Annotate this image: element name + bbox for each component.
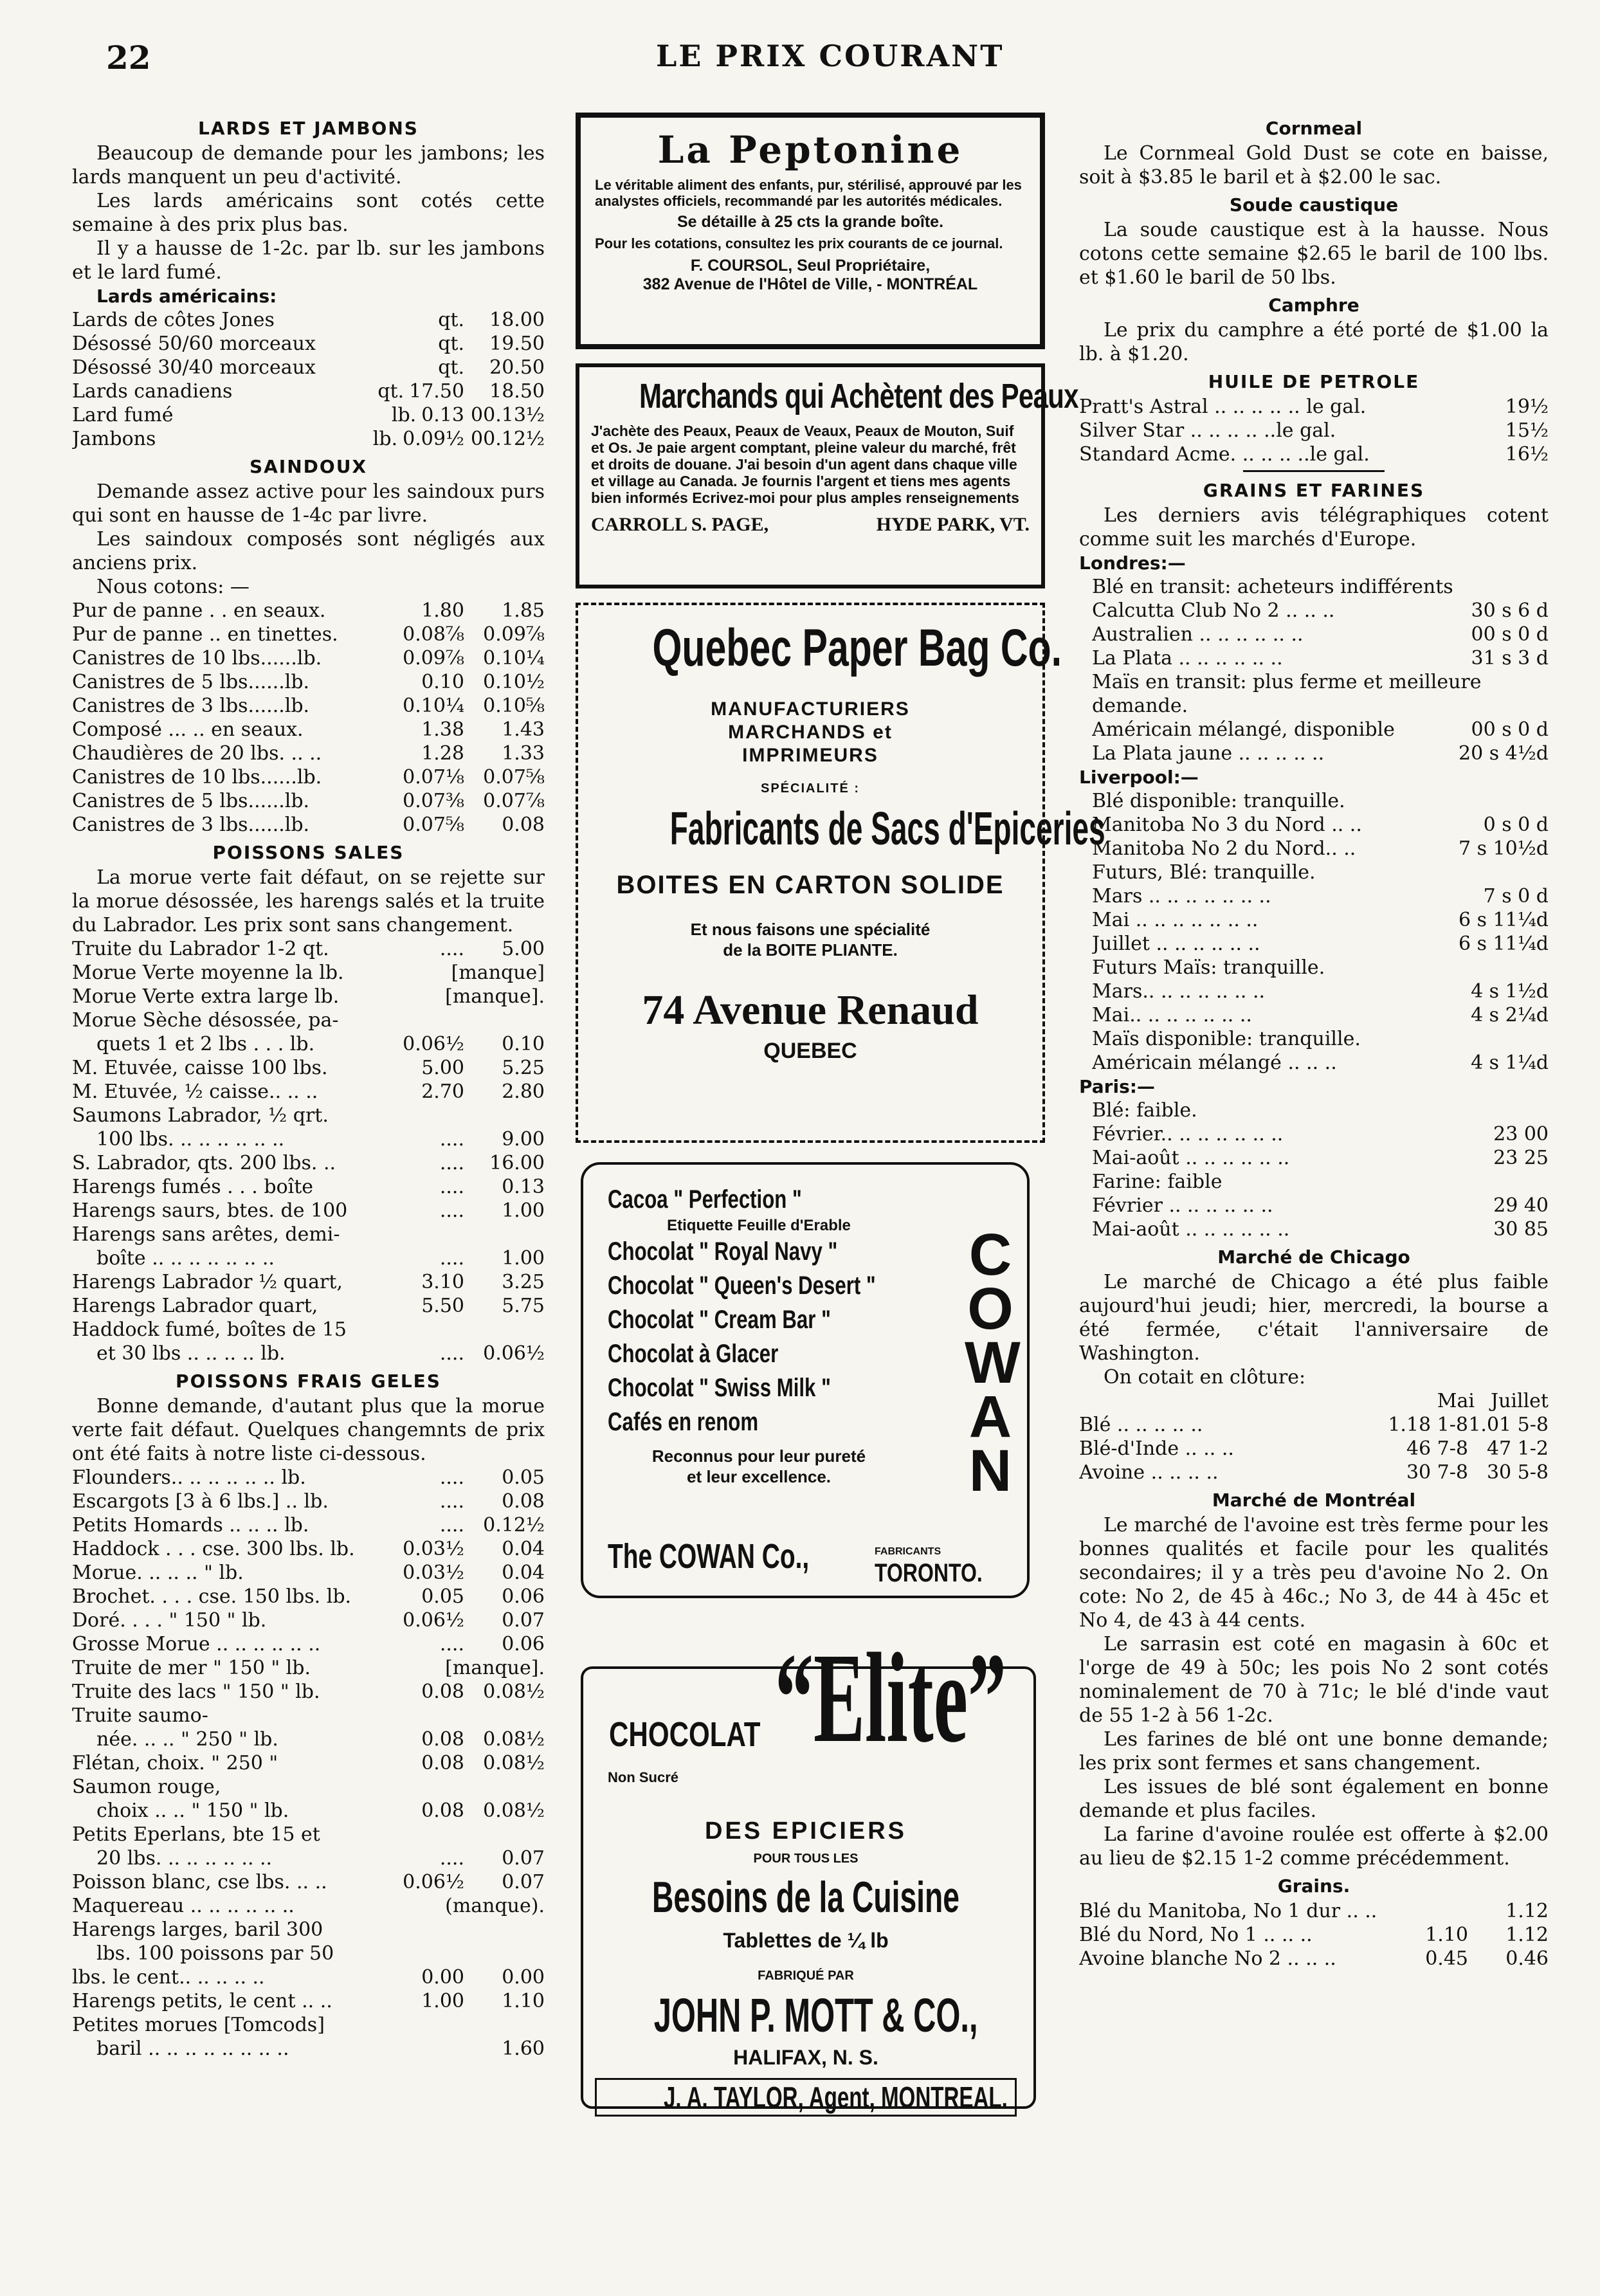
lards-price-table bbox=[72, 308, 545, 451]
price-row: Truite des lacs " 150 " lb. 0.08 0.08½ bbox=[72, 1681, 545, 1703]
peptonine-proprietor: F. COURSOL, Seul Propriétaire, bbox=[690, 257, 931, 275]
price-row: Petits Eperlans, bte 15 et 20 lbs. .. .. .. .. .. .. .... 0.07 bbox=[72, 1823, 545, 1870]
grains-note: Farine: faible bbox=[1092, 1171, 1223, 1193]
chicago-paragraph: Le marché de Chicago a été plus faible aujourd'hui jeudi; hier, mercredi, la bourse a été fermée, c'était l'anniversaire de Washington. bbox=[1079, 1271, 1549, 1365]
saindoux-paragraph: Les saindoux composés sont négligés aux anciens prix. bbox=[72, 528, 545, 574]
montreal-paragraph: Le marché de l'avoine est très ferme pour les bonnes qualités et facile pour les qualités secondaires; il y a très peu d'avoine No 2. On cote: No 2, de 45 à 46c.; No 3, de 44 à 45c et No 4, de 43 à 44 cents. bbox=[1079, 1514, 1549, 1632]
price-row: Truite de mer " 150 " lb. [manque]. bbox=[72, 1657, 545, 1679]
liverpool-subheading: Liverpool:— bbox=[1079, 767, 1199, 788]
petrole-heading: HUILE DE PETROLE bbox=[1208, 371, 1420, 392]
grains-heading: GRAINS ET FARINES bbox=[1203, 480, 1425, 501]
poissons-frais-paragraph: Bonne demande, d'autant plus que la morue verte fait défaut. Quelques changemnts de prix ont été faits à notre liste ci-dessous. bbox=[72, 1395, 545, 1465]
price-row: Mai-août .. .. .. .. .. .. 30 85 bbox=[1092, 1218, 1549, 1241]
cowan-product: Chocolat " Swiss Milk " bbox=[608, 1374, 831, 1402]
price-row: Saumon rouge, choix .. .. " 150 " lb. 0.08 0.08½ bbox=[72, 1776, 545, 1822]
price-row: La Plata jaune .. .. .. .. .. 20 s 4½d bbox=[1092, 742, 1549, 765]
paris-subheading: Paris:— bbox=[1079, 1076, 1155, 1097]
journal-title: LE PRIX COURANT bbox=[656, 39, 1005, 73]
price-row: Jambons lb. 0.09½ 00.12½ bbox=[72, 428, 545, 450]
poissons-sales-heading: POISSONS SALES bbox=[212, 842, 405, 863]
price-row: Haddock fumé, boîtes de 15 et 30 lbs .. .. .. .. lb. .... 0.06½ bbox=[72, 1318, 545, 1365]
saindoux-price-table bbox=[72, 599, 545, 837]
page-number: 22 bbox=[106, 39, 151, 77]
price-row: Américain mélangé, disponible 00 s 0 d bbox=[1092, 718, 1549, 741]
grains-note: Maïs disponible: tranquille. bbox=[1092, 1028, 1361, 1050]
price-row: Harengs petits, le cent .. .. 1.00 1.10 bbox=[72, 1990, 545, 2012]
grains-paragraph: Les derniers avis télégraphiques cotent comme suit les marchés d'Europe. bbox=[1079, 504, 1549, 551]
peaux-name: CARROLL S. PAGE, bbox=[591, 514, 769, 535]
elite-chocolat: CHOCOLAT bbox=[609, 1715, 761, 1754]
chicago-column-headers: Mai Juillet bbox=[1437, 1390, 1549, 1412]
peaux-title: Marchands qui Achètent des Peaux bbox=[639, 377, 1078, 415]
price-row: Désossé 30/40 morceaux qt. 20.50 bbox=[72, 356, 545, 379]
price-row: Truite du Labrador 1-2 qt. .... 5.00 bbox=[72, 938, 545, 960]
poissons-frais-heading: POISSONS FRAIS GELES bbox=[176, 1371, 441, 1392]
price-row: Morue. .. .. .. " lb. 0.03½ 0.04 bbox=[72, 1562, 545, 1584]
soude-paragraph: La soude caustique est à la hausse. Nous cotons cette semaine $2.65 le baril de 100 lbs. et $1.60 le baril de 50 lbs. bbox=[1079, 219, 1549, 289]
price-row: Flounders.. .. .. .. .. .. lb. .... 0.05 bbox=[72, 1466, 545, 1489]
lards-paragraph: Les lards américains sont cotés cette semaine à des prix plus bas. bbox=[72, 190, 545, 236]
peaux-signature bbox=[591, 514, 1030, 536]
grains-note: Futurs Maïs: tranquille. bbox=[1092, 956, 1325, 979]
cowan-recommend: Reconnus pour leur pureté et leur excellence. bbox=[651, 1446, 866, 1486]
price-row: Harengs sans arêtes, demi- boîte .. .. .. .. .. .. .. .... 1.00 bbox=[72, 1223, 545, 1270]
elite-agent: J. A. TAYLOR, Agent, MONTREAL. bbox=[595, 2078, 1017, 2117]
price-row: Mars .. .. .. .. .. .. .. 7 s 0 d bbox=[1092, 885, 1549, 907]
cornmeal-heading: Cornmeal bbox=[1265, 118, 1363, 139]
peaux-ad bbox=[576, 363, 1078, 588]
grains-note: Blé en transit: acheteurs indifférents bbox=[1092, 576, 1453, 598]
cowan-products bbox=[608, 1183, 910, 1487]
elite-fabrique: FABRIQUÉ PAR bbox=[758, 1969, 854, 1983]
cornmeal-paragraph: Le Cornmeal Gold Dust se cote en baisse, soit à $3.85 le baril et à $2.00 le sac. bbox=[1079, 142, 1549, 188]
price-row: Pur de panne .. en tinettes. 0.08⅞ 0.09⅞ bbox=[72, 623, 545, 646]
paper-boites: BOITES EN CARTON SOLIDE bbox=[616, 871, 1005, 899]
price-row: Lards de côtes Jones qt. 18.00 bbox=[72, 309, 545, 331]
price-row: Morue Verte moyenne la lb. [manque] bbox=[72, 961, 545, 984]
saindoux-paragraph: Demande assez active pour les saindoux purs qui sont en hausse de 1-4c par livre. bbox=[72, 480, 545, 527]
peptonine-text: Le véritable aliment des enfants, pur, stérilisé, approuvé par les analystes officiels, recommandé par les autorités médicales. bbox=[595, 177, 1022, 209]
cowan-vertical-logo bbox=[965, 1222, 1021, 1504]
peptonine-title: La Peptonine bbox=[657, 128, 963, 172]
cowan-product: Chocolat " Queen's Desert " bbox=[608, 1271, 876, 1300]
elite-tablettes: Tablettes de ¼ lb bbox=[723, 1929, 889, 1952]
petrole-table bbox=[1079, 395, 1549, 466]
paper-small-text: Et nous faisons une spécialité de la BOITE PLIANTE. bbox=[690, 920, 931, 960]
price-row: Maquereau .. .. .. .. .. .. (manque). bbox=[72, 1895, 545, 1917]
price-row: Mai-août .. .. .. .. .. .. 23 25 bbox=[1092, 1147, 1549, 1169]
paper-city: QUEBEC bbox=[763, 1039, 857, 1063]
price-row: Blé du Nord, No 1 .. .. .. 1.10 1.12 bbox=[1079, 1924, 1549, 1946]
peaux-text: J'achète des Peaux, Peaux de Veaux, Peaux de Mouton, Suif et Os. Je paie argent comptant, pleine valeur du marché, frêt et droits de douane. J'ai besoin d'un agent dans chaque ville et village au Canada. Je fournis l'argent et tiens mes agents bien informés Ecrivez-moi pour plus amples renseignements bbox=[591, 423, 1019, 506]
price-row: Février .. .. .. .. .. .. 29 40 bbox=[1092, 1194, 1549, 1217]
section-divider bbox=[1243, 470, 1385, 472]
montreal-paragraph: Le sarrasin est coté en magasin à 60c et l'orge de 49 à 50c; les pois No 2 sont cotés nominalement de 70 à 71c; le blé d'inde vaut de 55 1-2 à 56 1-2c. bbox=[1079, 1633, 1549, 1727]
price-row: Haddock . . . cse. 300 lbs. lb. 0.03½ 0.04 bbox=[72, 1538, 545, 1560]
price-row: Canistres de 3 lbs......lb. 0.07⅝ 0.08 bbox=[72, 814, 545, 836]
price-row: Mai.. .. .. .. .. .. .. 4 s 2¼d bbox=[1092, 1004, 1549, 1026]
paper-address: 74 Avenue Renaud bbox=[642, 987, 979, 1034]
cowan-product: Chocolat " Cream Bar " bbox=[608, 1306, 831, 1334]
cowan-logo-letter: A bbox=[968, 1384, 1012, 1450]
cowan-company: The COWAN Co., bbox=[608, 1537, 810, 1576]
price-row: Poisson blanc, cse lbs. .. .. 0.06½ 0.07 bbox=[72, 1871, 545, 1893]
cowan-logo-letter: O bbox=[967, 1276, 1014, 1342]
chicago-heading: Marché de Chicago bbox=[1217, 1246, 1410, 1268]
price-row: Doré. . . . " 150 " lb. 0.06½ 0.07 bbox=[72, 1609, 545, 1632]
price-row: Harengs Labrador quart, 5.50 5.75 bbox=[72, 1295, 545, 1317]
price-row: Harengs saurs, btes. de 100 .... 1.00 bbox=[72, 1199, 545, 1222]
price-row: Blé .. .. .. .. .. 1.18 1-8 1.01 5-8 bbox=[1079, 1414, 1549, 1436]
poissons-sales-paragraph: La morue verte fait défaut, on se rejette sur la morue désossée, les harengs salés et la truite du Labrador. Les prix sont sans changement. bbox=[72, 866, 545, 936]
price-row: Brochet. . . . cse. 150 lbs. lb. 0.05 0.06 bbox=[72, 1585, 545, 1608]
price-row: Morue Sèche désossée, pa- quets 1 et 2 lbs . . . lb. 0.06½ 0.10 bbox=[72, 1009, 545, 1055]
grains-note: Maïs en transit: plus ferme et meilleure demande. bbox=[1092, 671, 1482, 717]
price-row: Avoine .. .. .. .. 30 7-8 30 5-8 bbox=[1079, 1461, 1549, 1484]
advertisement-column bbox=[576, 113, 1105, 2131]
cowan-ad bbox=[576, 1157, 1045, 1607]
price-row: Avoine blanche No 2 .. .. .. 0.45 0.46 bbox=[1079, 1947, 1549, 1970]
price-row: S. Labrador, qts. 200 lbs. .. .... 16.00 bbox=[72, 1152, 545, 1174]
elite-chocolate-ad bbox=[576, 1621, 1045, 2117]
left-column bbox=[72, 113, 545, 2061]
peptonine-offer: Se détaille à 25 cts la grande boîte. bbox=[677, 213, 944, 231]
cowan-fabricants: FABRICANTS bbox=[875, 1546, 941, 1557]
camphre-heading: Camphre bbox=[1268, 295, 1359, 316]
elite-pour: POUR TOUS LES bbox=[753, 1852, 859, 1866]
peaux-place: HYDE PARK, VT. bbox=[876, 514, 1030, 535]
price-row: Désossé 50/60 morceaux qt. 19.50 bbox=[72, 333, 545, 355]
price-row: Mai .. .. .. .. .. .. .. 6 s 11¼d bbox=[1092, 909, 1549, 931]
soude-heading: Soude caustique bbox=[1229, 194, 1399, 215]
price-row: Harengs larges, baril 300 lbs. 100 poissons par 50 bbox=[72, 1918, 334, 1965]
paper-line: MANUFACTURIERS MARCHANDS et IMPRIMEURS bbox=[711, 698, 910, 766]
price-row: M. Etuvée, ½ caisse.. .. .. 2.70 2.80 bbox=[72, 1080, 545, 1103]
grains-list-heading: Grains. bbox=[1277, 1875, 1350, 1897]
price-row: Composé ... .. en seaux. 1.38 1.43 bbox=[72, 718, 545, 741]
lards-paragraph: Il y a hausse de 1-2c. par lb. sur les jambons et le lard fumé. bbox=[72, 237, 545, 284]
cowan-logo-letter: C bbox=[968, 1222, 1012, 1288]
price-row: Flétan, choix. " 250 " 0.08 0.08½ bbox=[72, 1752, 545, 1774]
elite-maker: JOHN P. MOTT & CO., bbox=[653, 1989, 978, 2042]
peptonine-address: 382 Avenue de l'Hôtel de Ville, - MONTRÉAL bbox=[642, 275, 978, 293]
paper-title: Quebec Paper Bag Co. bbox=[652, 619, 1062, 677]
cowan-product: Cafés en renom bbox=[608, 1408, 759, 1436]
page-header bbox=[0, 39, 1600, 84]
montreal-heading: Marché de Montréal bbox=[1212, 1490, 1416, 1511]
price-row: Escargots [3 à 6 lbs.] .. lb. .... 0.08 bbox=[72, 1490, 545, 1513]
price-row: Canistres de 10 lbs......lb. 0.07⅛ 0.07⅝ bbox=[72, 766, 545, 788]
price-row: Saumons Labrador, ½ qrt. 100 lbs. .. .. .. .. .. .. .... 9.00 bbox=[72, 1104, 545, 1151]
right-column bbox=[1079, 113, 1549, 1971]
price-row: Petites morues [Tomcods] baril .. .. .. .. .. .. .. .. 1.60 bbox=[72, 2014, 545, 2060]
price-row: Silver Star .. .. .. .. ..le gal. 15½ bbox=[1079, 419, 1549, 442]
lards-paragraph: Beaucoup de demande pour les jambons; les lards manquent un peu d'activité. bbox=[72, 142, 545, 188]
price-row: Grosse Morue .. .. .. .. .. .. .... 0.06 bbox=[72, 1633, 545, 1655]
price-row: Pur de panne . . en seaux. 1.80 1.85 bbox=[72, 599, 545, 622]
price-row: Canistres de 5 lbs......lb. 0.07⅜ 0.07⅞ bbox=[72, 790, 545, 812]
cowan-logo-letter: N bbox=[968, 1438, 1012, 1504]
price-row: Morue Verte extra large lb. [manque]. bbox=[72, 985, 545, 1008]
chicago-paragraph: On cotait en clôture: bbox=[1104, 1366, 1306, 1389]
londres-subheading: Londres:— bbox=[1079, 552, 1186, 574]
montreal-paragraph: La farine d'avoine roulée est offerte à $2.00 au lieu de $2.15 1-2 comme précédemment. bbox=[1079, 1823, 1549, 1870]
price-row: Février.. .. .. .. .. .. .. 23 00 bbox=[1092, 1123, 1549, 1145]
montreal-paragraph: Les farines de blé ont une bonne demande; les prix sont fermes et sans changement. bbox=[1079, 1728, 1549, 1774]
price-row: Juillet .. .. .. .. .. .. 6 s 11¼d bbox=[1092, 933, 1549, 955]
lards-subheading: Lards américains: bbox=[96, 286, 277, 307]
price-row: Harengs Labrador ½ quart, 3.10 3.25 bbox=[72, 1271, 545, 1293]
elite-city: HALIFAX, N. S. bbox=[733, 2046, 878, 2069]
price-row: Manitoba No 2 du Nord.. .. 7 s 10½d bbox=[1092, 837, 1549, 860]
price-row: Manitoba No 3 du Nord .. .. 0 s 0 d bbox=[1092, 814, 1549, 836]
elite-besoins: Besoins de la Cuisine bbox=[652, 1873, 959, 1922]
price-row: Canistres de 3 lbs......lb. 0.10¼ 0.10⅝ bbox=[72, 695, 545, 717]
price-row: Canistres de 10 lbs......lb. 0.09⅞ 0.10¼ bbox=[72, 647, 545, 670]
price-row: M. Etuvée, caisse 100 lbs. 5.00 5.25 bbox=[72, 1057, 545, 1079]
saindoux-heading: SAINDOUX bbox=[249, 456, 368, 477]
grains-note: Blé: faible. bbox=[1092, 1099, 1197, 1122]
elite-epiciers: DES EPICIERS bbox=[704, 1818, 907, 1845]
cowan-tag: Etiquette Feuille d'Erable bbox=[667, 1217, 851, 1234]
price-row: Petits Homards .. .. .. lb. .... 0.12½ bbox=[72, 1514, 545, 1536]
cowan-product: Chocolat " Royal Navy " bbox=[608, 1237, 838, 1266]
cowan-product: Chocolat à Glacer bbox=[608, 1340, 779, 1368]
camphre-paragraph: Le prix du camphre a été porté de $1.00 la lb. à $1.20. bbox=[1079, 319, 1549, 365]
price-row: Chaudières de 20 lbs. .. .. 1.28 1.33 bbox=[72, 742, 545, 765]
elite-brand: “Elite” bbox=[775, 1627, 1006, 1769]
price-row: Américain mélangé .. .. .. 4 s 1¼d bbox=[1092, 1052, 1549, 1074]
poissons-frais-table bbox=[72, 1466, 545, 2061]
peptonine-ad bbox=[576, 113, 1045, 349]
price-row: Blé du Manitoba, No 1 dur .. .. 1.12 bbox=[1079, 1900, 1549, 1922]
cowan-product: Cacoa " Perfection " bbox=[608, 1185, 802, 1214]
quebec-paper-bag-ad bbox=[576, 603, 1105, 1143]
paper-specialite: SPÉCIALITÉ : bbox=[760, 781, 860, 796]
cowan-city: TORONTO. bbox=[875, 1559, 983, 1587]
price-row: Truite saumo- née. .. .. " 250 " lb. 0.08 0.08½ bbox=[72, 1704, 545, 1751]
montreal-paragraph: Les issues de blé sont également en bonne demande et plus faciles. bbox=[1079, 1776, 1549, 1822]
elite-non-sucre: Non Sucré bbox=[608, 1769, 679, 1785]
price-row: Mars.. .. .. .. .. .. .. 4 s 1½d bbox=[1092, 980, 1549, 1003]
poissons-sales-table bbox=[72, 937, 545, 1365]
price-row: Australien .. .. .. .. .. .. 00 s 0 d bbox=[1092, 623, 1549, 646]
lards-heading: LARDS ET JAMBONS bbox=[198, 118, 419, 139]
paper-fabricants: Fabricants de Sacs d'Epiceries bbox=[669, 803, 1105, 855]
price-row: Blé-d'Inde .. .. .. 46 7-8 47 1-2 bbox=[1079, 1437, 1549, 1460]
price-row: Calcutta Club No 2 .. .. .. 30 s 6 d bbox=[1092, 599, 1549, 622]
price-row: lbs. le cent.. .. .. .. .. 0.00 0.00 bbox=[72, 1966, 545, 1989]
grains-note: Futurs, Blé: tranquille. bbox=[1092, 861, 1316, 884]
peptonine-note: Pour les cotations, consultez les prix courants de ce journal. bbox=[595, 235, 1003, 251]
price-row: Harengs fumés . . . boîte .... 0.13 bbox=[72, 1176, 545, 1198]
cowan-logo-letter: W bbox=[965, 1330, 1021, 1396]
price-row: Lard fumé lb. 0.13 00.13½ bbox=[72, 404, 545, 426]
grains-note: Blé disponible: tranquille. bbox=[1092, 790, 1345, 812]
price-row: Pratt's Astral .. .. .. .. .. le gal. 19½ bbox=[1079, 396, 1549, 418]
price-row: Lards canadiens qt. 17.50 18.50 bbox=[72, 380, 545, 403]
price-row: Standard Acme. .. .. .. ..le gal. 16½ bbox=[1079, 443, 1549, 466]
price-row: Canistres de 5 lbs......lb. 0.10 0.10½ bbox=[72, 671, 545, 693]
saindoux-subheading: Nous cotons: — bbox=[96, 576, 250, 598]
price-row: La Plata .. .. .. .. .. .. 31 s 3 d bbox=[1092, 647, 1549, 670]
